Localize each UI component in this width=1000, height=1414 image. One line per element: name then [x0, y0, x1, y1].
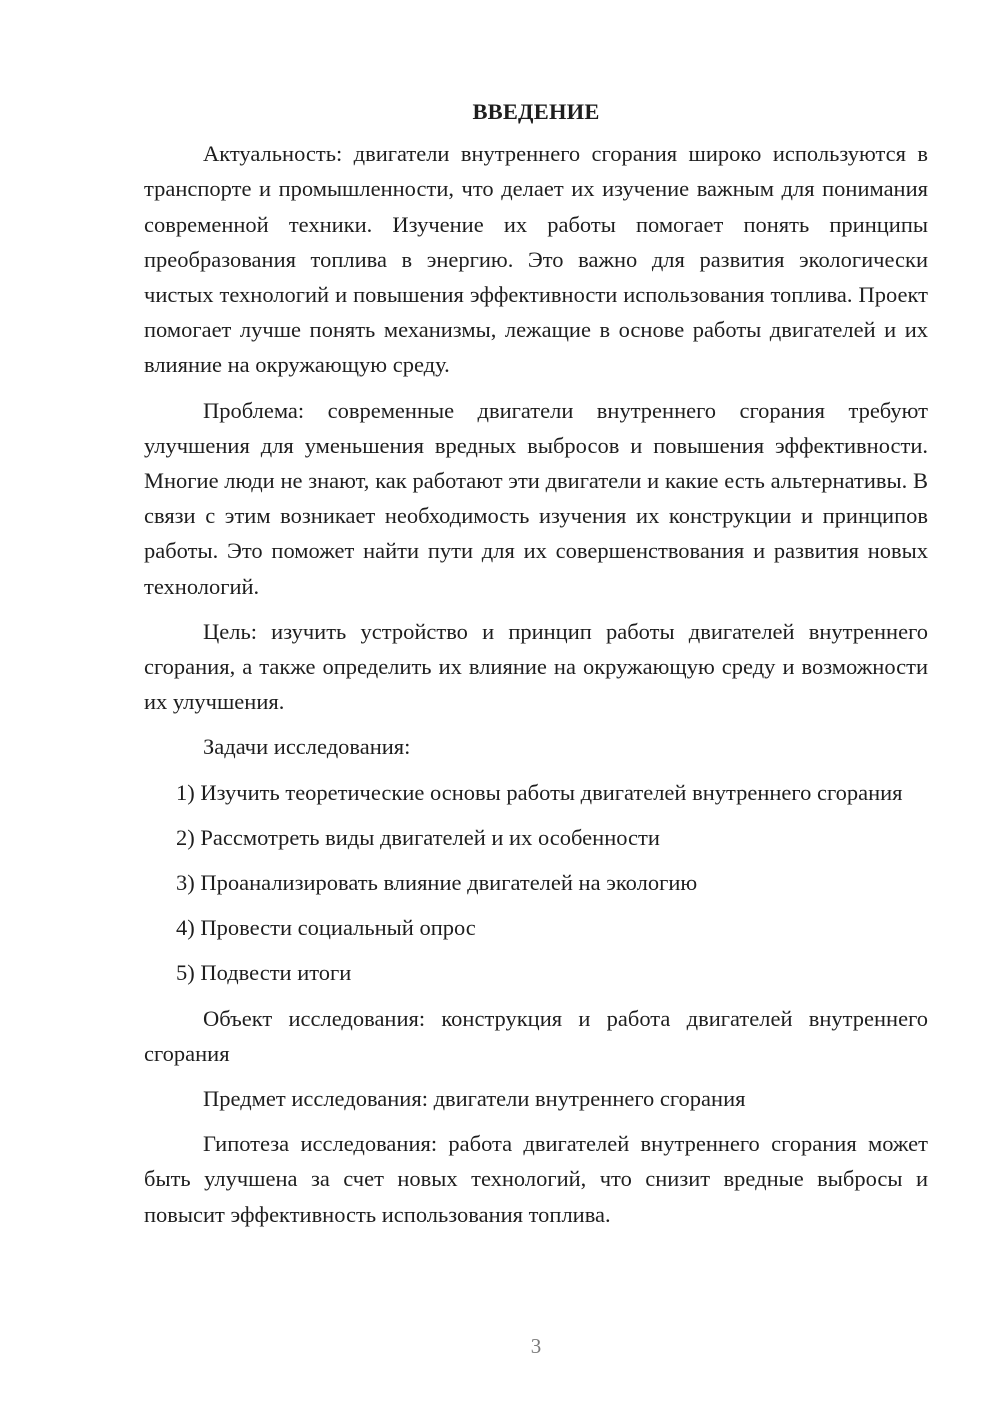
paragraph-object: Объект исследования: конструкция и работа двигателей внутреннего сгорания	[144, 1005, 928, 1066]
section-heading: ВВЕДЕНИЕ	[472, 99, 600, 124]
paragraph-problem: Проблема: современные двигатели внутреннего сгорания требуют улучшения для уменьшения вредных выбросов и повышения эффективности. Многие люди не знают, как работают эти двигатели и какие есть альтернативы. В связи с этим возникает необходимость изучения их конструкции и принципов работы. Это поможет найти пути для их совершенствования и развития новых технологий.	[144, 397, 928, 599]
paragraph-hypothesis: Гипотеза исследования: работа двигателей внутреннего сгорания может быть улучшена за счет новых технологий, что снизит вредные выбросы и повысит эффективность использования топлива.	[144, 1131, 928, 1227]
paragraph-subject: Предмет исследования: двигатели внутреннего сгорания	[203, 1086, 746, 1112]
task-item: 5) Подвести итоги	[176, 960, 352, 986]
task-item: 3) Проанализировать влияние двигателей на экологию	[176, 870, 698, 896]
tasks-list	[144, 775, 928, 991]
task-item: 1) Изучить теоретические основы работы двигателей внутреннего сгорания	[176, 779, 903, 805]
paragraph-relevance: Актуальность: двигатели внутреннего сгорания широко используются в транспорте и промышленности, что делает их изучение важным для понимания современной техники. Изучение их работы помогает понять принципы преобразования топлива в энергию. Это важно для развития экологически чистых технологий и повышения эффективности использования топлива. Проект помогает лучше понять механизмы, лежащие в основе работы двигателей и их влияние на окружающую среду.	[144, 141, 928, 378]
paragraph-goal: Цель: изучить устройство и принцип работы двигателей внутреннего сгорания, а также определить их влияние на окружающую среду и возможности их улучшения.	[144, 618, 928, 715]
tasks-title: Задачи исследования:	[203, 734, 411, 760]
task-item: 4) Провести социальный опрос	[176, 915, 476, 941]
page-number: 3	[530, 1334, 542, 1358]
page-content	[144, 94, 928, 1232]
task-item: 2) Рассмотреть виды двигателей и их особенности	[176, 824, 660, 850]
